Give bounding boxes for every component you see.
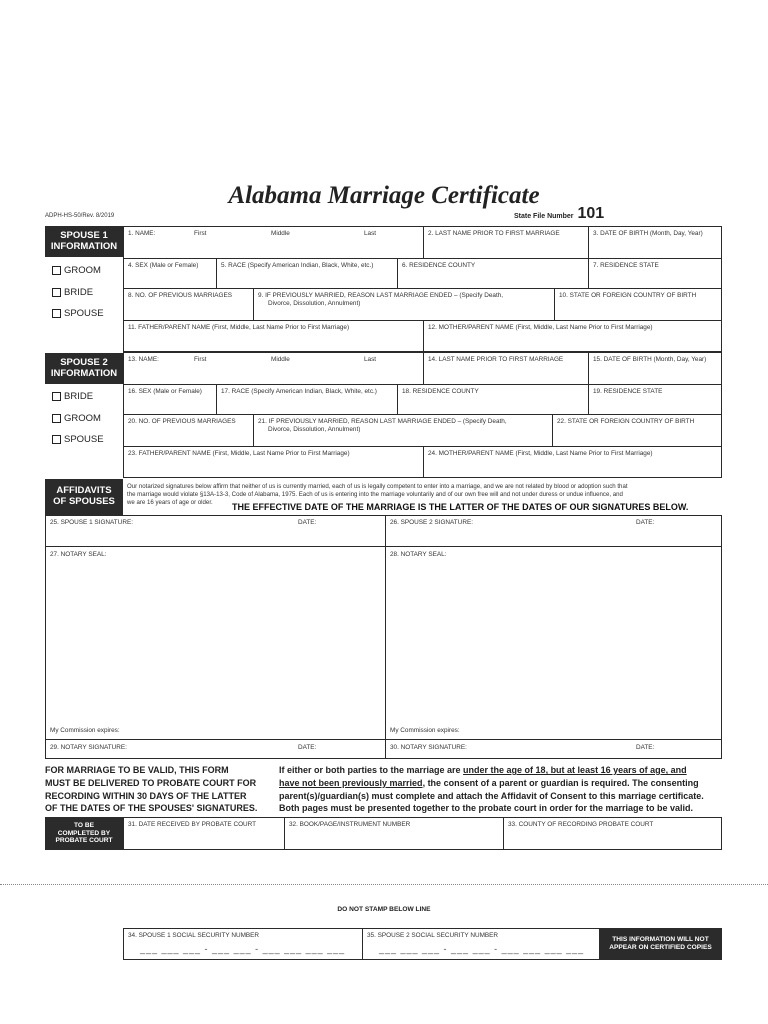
field-17-race[interactable]: 17. RACE (Specify American Indian, Black, White, etc.) [216,384,398,415]
ssn-format: ___ ___ ___ - ___ ___ - ___ ___ ___ ___ [379,944,585,954]
probate-section-header: TO BE COMPLETED BY PROBATE COURT [45,817,123,850]
page-title: Alabama Marriage Certificate [228,182,540,209]
state-file-number [514,205,604,223]
spouse1-groom-checkbox[interactable]: GROOM [52,265,101,276]
spouse2-bride-checkbox[interactable]: BRIDE [52,391,93,402]
field-13-name[interactable]: 13. NAME: First Middle Last [123,352,424,385]
field-25-spouse1-signature[interactable]: 25. SPOUSE 1 SIGNATURE: DATE: [45,515,386,547]
checkbox-square[interactable] [52,309,61,318]
field-31-date-received[interactable]: 31. DATE RECEIVED BY PROBATE COURT [123,817,285,850]
field-22-birth-country[interactable]: 22. STATE OR FOREIGN COUNTRY OF BIRTH [552,414,722,447]
field-28-notary-seal[interactable]: 28. NOTARY SEAL: My Commission expires: [385,546,722,740]
field-33-county-of-recording[interactable]: 33. COUNTY OF RECORDING PROBATE COURT [503,817,722,850]
minor-consent-notice: If either or both parties to the marriage are under the age of 18, but at least 16 years of age, and have not been previously married, the consent of a parent or guardian is required. The consenting parent(s)/guardian(s) must complete and attach the Affidavit of Consent to this marriage certificate. Both pages must be presented together to the probate court in order for the marriage to be valid. [279,765,704,814]
state-file-value: 101 [577,205,605,222]
field-9-reason-ended[interactable]: 9. IF PREVIOUSLY MARRIED, REASON LAST MARRIAGE ENDED – (Specify Death, Divorce, Dissolution, Annulment) [253,288,555,321]
form-id: ADPH-HS-50/Rev. 8/2019 [45,213,115,219]
effective-date-statement: THE EFFECTIVE DATE OF THE MARRIAGE IS THE LATTER OF THE DATES OF OUR SIGNATURES BELOW. [232,502,689,512]
checkbox-square[interactable] [52,392,61,401]
field-23-father-name[interactable]: 23. FATHER/PARENT NAME (First, Middle, Last Name Prior to First Marriage) [123,446,424,478]
field-15-date-of-birth[interactable]: 15. DATE OF BIRTH (Month, Day, Year) [588,352,722,385]
field-32-book-page-number[interactable]: 32. BOOK/PAGE/INSTRUMENT NUMBER [284,817,504,850]
field-5-race[interactable]: 5. RACE (Specify American Indian, Black, White, etc.) [216,258,398,289]
field-34-spouse1-ssn[interactable]: 34. SPOUSE 1 SOCIAL SECURITY NUMBER ___ ___ ___ - ___ ___ - ___ ___ ___ ___ [123,928,363,960]
field-14-last-name-prior[interactable]: 14. LAST NAME PRIOR TO FIRST MARRIAGE [423,352,589,385]
spouse1-bride-checkbox[interactable]: BRIDE [52,287,93,298]
affidavit-text: Our notarized signatures below affirm that neither of us is currently married, each of us is legally competent to enter into a marriage, and we are not related by blood or adoption such that the marriage would violate §13A-13-3, Code of Alabama, 1975. Each of us is entering into the marriage voluntarily and of our own free will and not under duress or undue influence, and we are 16 years of age or older. [127,483,628,507]
field-7-residence-state[interactable]: 7. RESIDENCE STATE [588,258,722,289]
field-30-notary-signature[interactable]: 30. NOTARY SIGNATURE: DATE: [385,739,722,759]
checkbox-square[interactable] [52,414,61,423]
validity-notice: FOR MARRIAGE TO BE VALID, THIS FORM MUST BE DELIVERED TO PROBATE COURT FOR RECORDING WITHIN 30 DAYS OF THE LATTER OF THE DATES OF THE SPOUSES' SIGNATURES. [45,765,258,814]
field-29-notary-signature[interactable]: 29. NOTARY SIGNATURE: DATE: [45,739,386,759]
field-27-notary-seal[interactable]: 27. NOTARY SEAL: My Commission expires: [45,546,386,740]
spouse2-section-header: SPOUSE 2 INFORMATION [45,353,123,384]
spouse2-groom-checkbox[interactable]: GROOM [52,413,101,424]
field-3-date-of-birth[interactable]: 3. DATE OF BIRTH (Month, Day, Year) [588,226,722,259]
field-16-sex[interactable]: 16. SEX (Male or Female) [123,384,217,415]
affidavits-section-header: AFFIDAVITS OF SPOUSES [45,479,123,515]
commission-expires-label: My Commission expires: [390,727,460,734]
certified-copies-notice: THIS INFORMATION WILL NOT APPEAR ON CERTIFIED COPIES [599,928,722,960]
field-4-sex[interactable]: 4. SEX (Male or Female) [123,258,217,289]
field-12-mother-name[interactable]: 12. MOTHER/PARENT NAME (First, Middle, Last Name Prior to First Marriage) [423,320,722,352]
spouse2-spouse-checkbox[interactable]: SPOUSE [52,434,104,445]
do-not-stamp-notice: DO NOT STAMP BELOW LINE [337,906,431,913]
spouse1-section-header: SPOUSE 1 INFORMATION [45,226,123,257]
field-11-father-name[interactable]: 11. FATHER/PARENT NAME (First, Middle, Last Name Prior to First Marriage) [123,320,424,352]
field-18-residence-county[interactable]: 18. RESIDENCE COUNTY [397,384,589,415]
checkbox-square[interactable] [52,266,61,275]
field-2-last-name-prior[interactable]: 2. LAST NAME PRIOR TO FIRST MARRIAGE [423,226,589,259]
field-6-residence-county[interactable]: 6. RESIDENCE COUNTY [397,258,589,289]
field-10-birth-country[interactable]: 10. STATE OR FOREIGN COUNTRY OF BIRTH [554,288,722,321]
field-26-spouse2-signature[interactable]: 26. SPOUSE 2 SIGNATURE: DATE: [385,515,722,547]
spouse1-spouse-checkbox[interactable]: SPOUSE [52,308,104,319]
field-1-name[interactable]: 1. NAME: First Middle Last [123,226,424,259]
tear-line-divider [0,884,768,885]
field-8-previous-marriages[interactable]: 8. NO. OF PREVIOUS MARRIAGES [123,288,254,321]
checkbox-square[interactable] [52,435,61,444]
field-19-residence-state[interactable]: 19. RESIDENCE STATE [588,384,722,415]
ssn-format: ___ ___ ___ - ___ ___ - ___ ___ ___ ___ [140,944,346,954]
field-35-spouse2-ssn[interactable]: 35. SPOUSE 2 SOCIAL SECURITY NUMBER ___ ___ ___ - ___ ___ - ___ ___ ___ ___ [362,928,600,960]
field-24-mother-name[interactable]: 24. MOTHER/PARENT NAME (First, Middle, Last Name Prior to First Marriage) [423,446,722,478]
state-file-label: State File Number [514,213,574,220]
checkbox-square[interactable] [52,288,61,297]
commission-expires-label: My Commission expires: [50,727,120,734]
field-20-previous-marriages[interactable]: 20. NO. OF PREVIOUS MARRIAGES [123,414,254,447]
field-21-reason-ended[interactable]: 21. IF PREVIOUSLY MARRIED, REASON LAST MARRIAGE ENDED – (Specify Death, Divorce, Dissolution, Annulment) [253,414,553,447]
